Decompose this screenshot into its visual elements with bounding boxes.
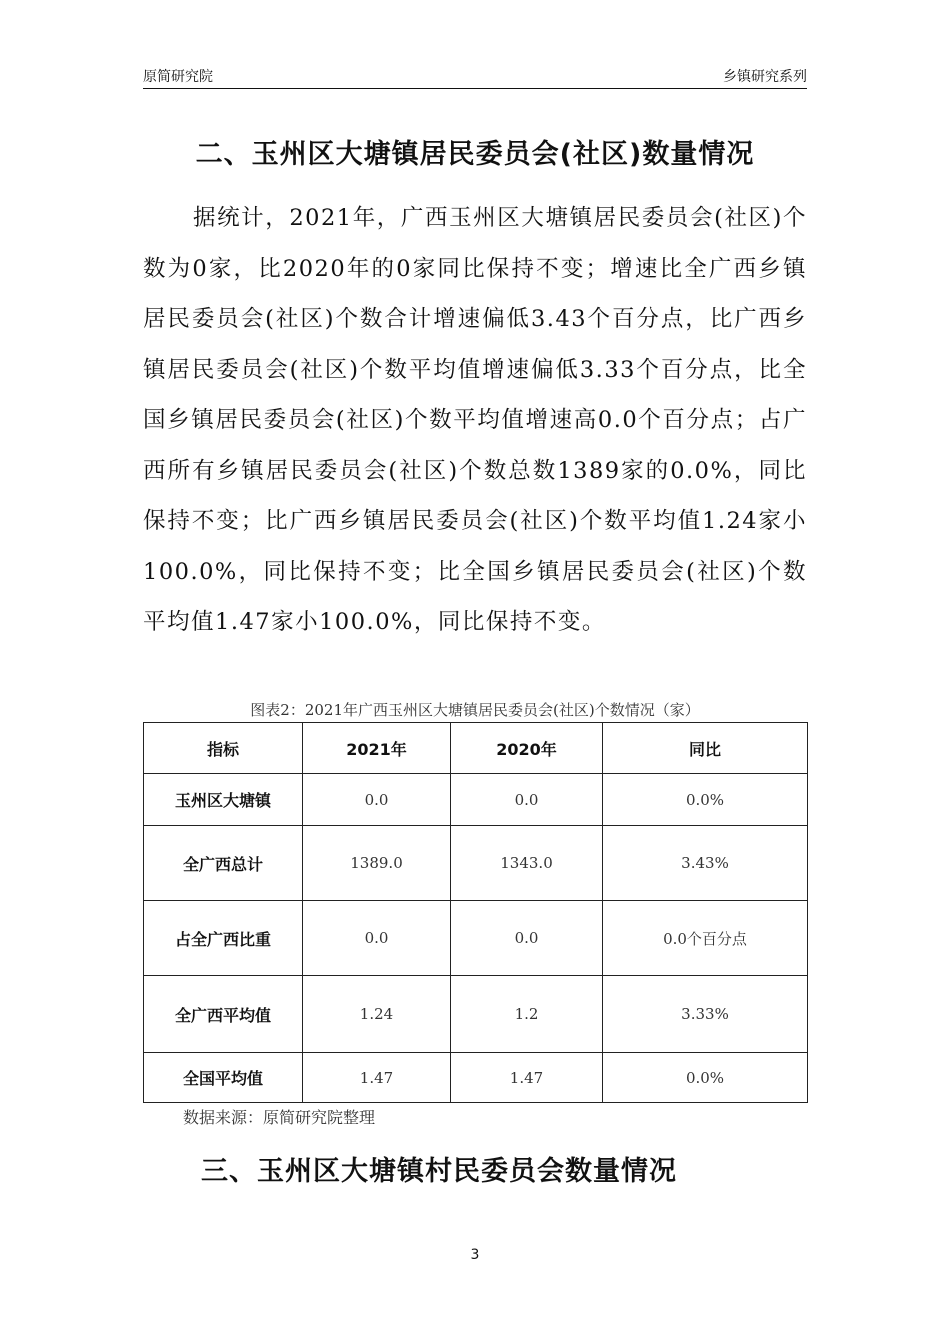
- row-label: 占全广西比重: [144, 901, 303, 976]
- page-header: [143, 66, 807, 88]
- section3-title: 三、玉州区大塘镇村民委员会数量情况: [201, 1156, 677, 1187]
- cell-yoy: 0.0%: [603, 1053, 808, 1103]
- header-cell: 指标: [144, 723, 303, 774]
- cell-2021: 1389.0: [303, 826, 451, 901]
- header-series: 乡镇研究系列: [723, 69, 807, 85]
- header-org: 原简研究院: [143, 69, 213, 85]
- cell-yoy: 0.0个百分点: [603, 901, 808, 976]
- row-label: 全广西平均值: [144, 976, 303, 1053]
- table-row: [144, 901, 808, 976]
- table-row: [144, 1053, 808, 1103]
- row-label: 全广西总计: [144, 826, 303, 901]
- section2-title: 二、玉州区大塘镇居民委员会(社区)数量情况: [195, 139, 755, 170]
- header-cell: 同比: [603, 723, 808, 774]
- cell-2021: 0.0: [303, 901, 451, 976]
- cell-2020: 0.0: [451, 901, 603, 976]
- section2-paragraph: 据统计，2021年，广西玉州区大塘镇居民委员会(社区)个数为0家，比2020年的0家同比保持不变；增速比全广西乡镇居民委员会(社区)个数合计增速偏低3.43个百分点，比广西乡镇居民委员会(社区)个数平均值增速偏低3.33个百分点，比全国乡镇居民委员会(社区)个数平均值增速高0.0个百分点；占广西所有乡镇居民委员会(社区)个数总数1389家的0.0%，同比保持不变；比广西乡镇居民委员会(社区)个数平均值1.24家小100.0%，同比保持不变；比全国乡镇居民委员会(社区)个数平均值1.47家小100.0%，同比保持不变。: [143, 205, 807, 635]
- cell-yoy: 3.33%: [603, 976, 808, 1053]
- data-table: [143, 722, 808, 1103]
- header-cell: 2020年: [451, 723, 603, 774]
- cell-2020: 1343.0: [451, 826, 603, 901]
- table-row: [144, 976, 808, 1053]
- table-row: [144, 826, 808, 901]
- cell-yoy: 0.0%: [603, 774, 808, 826]
- cell-2021: 1.47: [303, 1053, 451, 1103]
- cell-2020: 0.0: [451, 774, 603, 826]
- header-rule: [143, 88, 807, 89]
- cell-2020: 1.47: [451, 1053, 603, 1103]
- cell-2020: 1.2: [451, 976, 603, 1053]
- table-caption: 图表2：2021年广西玉州区大塘镇居民委员会(社区)个数情况（家）: [250, 701, 700, 719]
- row-label: 玉州区大塘镇: [144, 774, 303, 826]
- table-header-row: [144, 723, 808, 774]
- cell-2021: 1.24: [303, 976, 451, 1053]
- row-label: 全国平均值: [144, 1053, 303, 1103]
- header-cell: 2021年: [303, 723, 451, 774]
- cell-2021: 0.0: [303, 774, 451, 826]
- table-source: 数据来源：原简研究院整理: [183, 1108, 376, 1127]
- table-row: [144, 774, 808, 826]
- cell-yoy: 3.43%: [603, 826, 808, 901]
- page-number: 3: [470, 1247, 480, 1263]
